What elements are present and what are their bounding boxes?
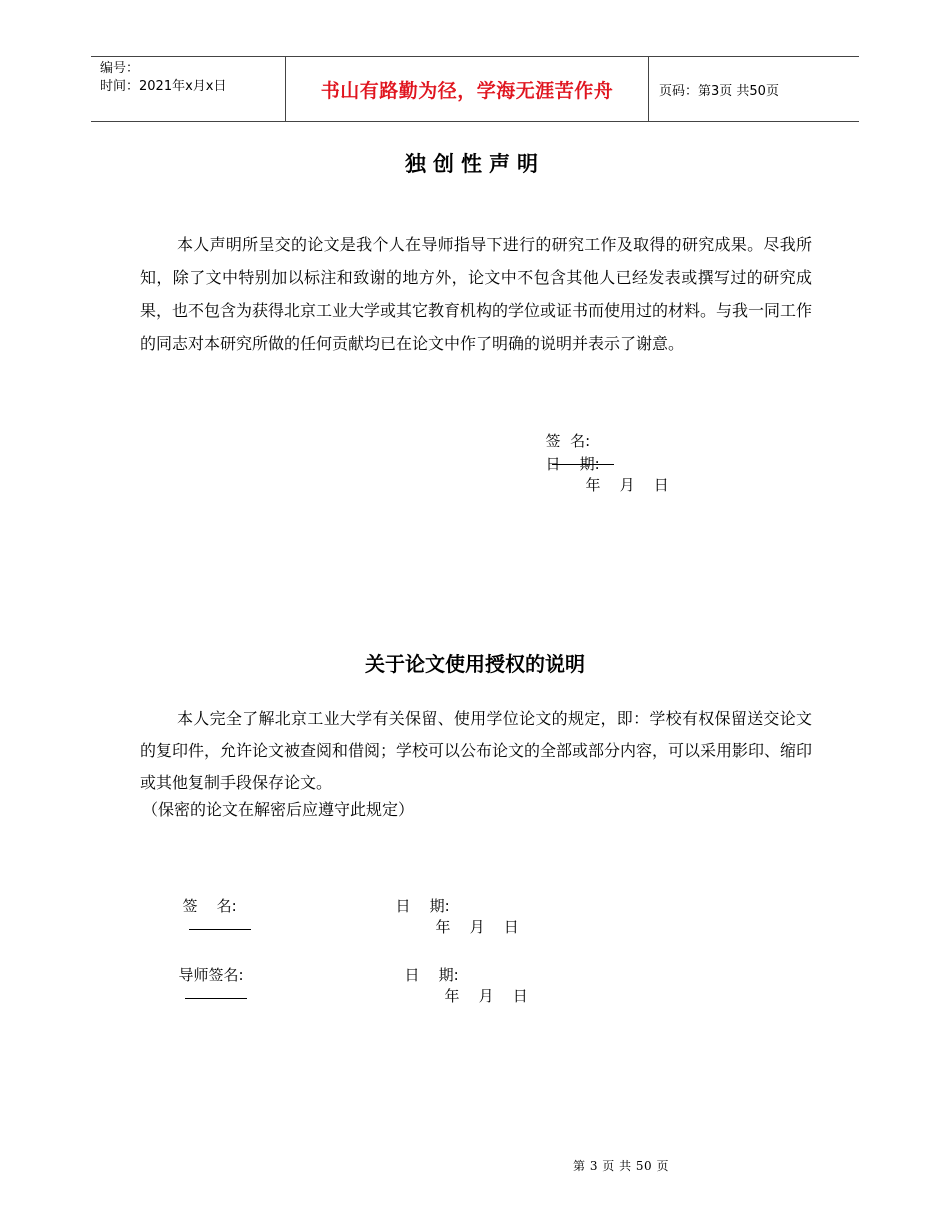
advisor-date-label: 日 期:: [404, 966, 459, 984]
declaration-date-row: [536, 435, 669, 495]
declaration-date-fields: 年 月 日: [585, 476, 669, 494]
authorization-note: （保密的论文在解密后应遵守此规定）: [142, 800, 415, 819]
author-signature-row: [173, 877, 251, 934]
header-motto: 书山有路勤为径，学海无涯苦作舟: [320, 79, 614, 102]
author-signature-label: 签 名:: [182, 897, 237, 915]
declaration-title: 独创性声明: [405, 152, 545, 176]
declaration-date-label: 日 期:: [545, 455, 600, 473]
header-page-info: 页码：第3页 共50页: [659, 83, 779, 99]
advisor-signature-row: [169, 946, 247, 1003]
header-page-info-cell: [649, 57, 859, 121]
declaration-body: 本人声明所呈交的论文是我个人在导师指导下进行的研究工作及取得的研究成果。尽我所知，除了文中特别加以标注和致谢的地方外，论文中不包含其他人已经发表或撰写过的研究成果，也不包含为获得北京工业大学或其它教育机构的学位或证书而使用过的材料。与我一同工作的同志对本研究所做的任何贡献均已在论文中作了明确的说明并表示了谢意。: [140, 235, 813, 353]
advisor-date-row: [395, 946, 528, 1006]
authorization-body: 本人完全了解北京工业大学有关保留、使用学位论文的规定，即：学校有权保留送交论文的复印件，允许论文被查阅和借阅；学校可以公布论文的全部或部分内容，可以采用影印、缩印或其他复制手段保存论文。: [140, 709, 813, 792]
footer-page-number: 第 3 页 共 50 页: [573, 1159, 669, 1173]
authorization-title: 关于论文使用授权的说明: [365, 652, 585, 676]
header-motto-cell: [286, 57, 649, 121]
advisor-signature-line: [185, 986, 247, 999]
author-date-row: [386, 877, 519, 937]
declaration-signature-label: 签 名:: [545, 432, 591, 450]
time-label: 时间：2021年x月x日: [100, 79, 227, 94]
author-date-fields: 年 月 日: [435, 918, 519, 936]
header-meta: [91, 57, 286, 121]
serial-label: 编号：: [100, 61, 140, 76]
page-header: [91, 56, 859, 122]
advisor-signature-label: 导师签名:: [178, 966, 244, 984]
author-signature-line: [189, 917, 251, 930]
author-date-label: 日 期:: [395, 897, 450, 915]
advisor-date-fields: 年 月 日: [444, 987, 528, 1005]
